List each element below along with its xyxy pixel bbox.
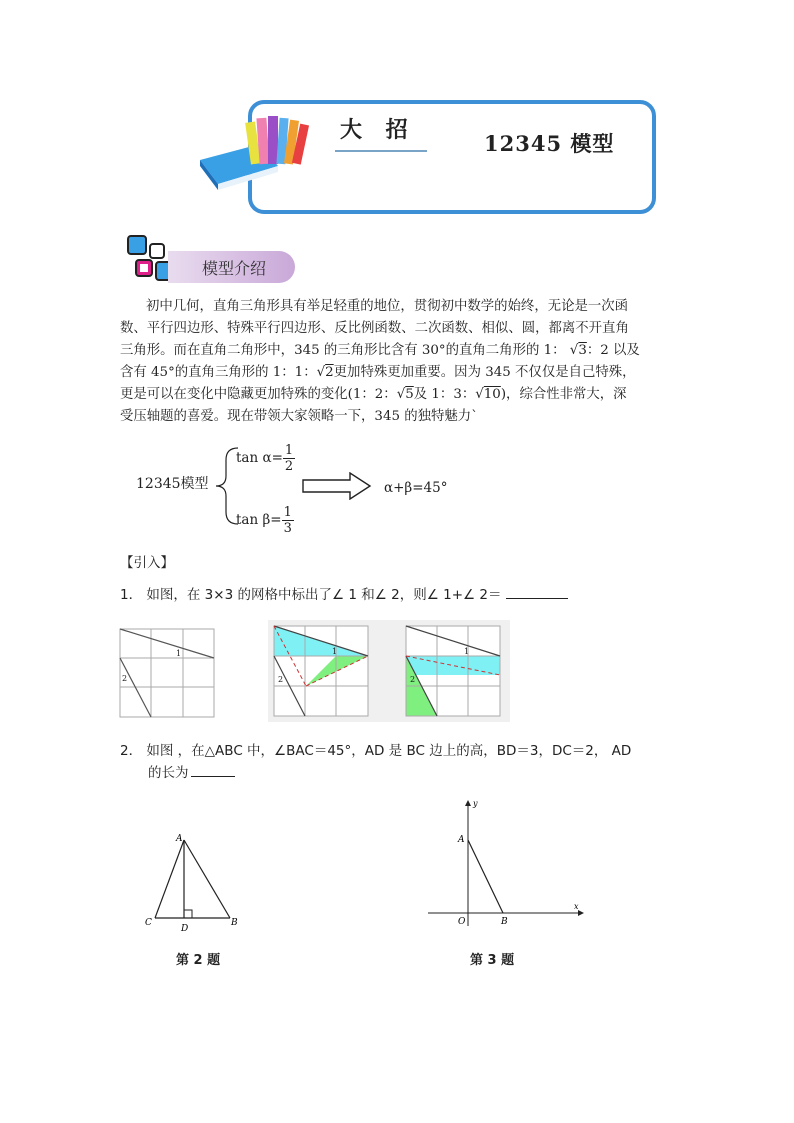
figure-3-caption: 第 3 题 [470,953,515,968]
grid-figure-plain [118,627,218,719]
svg-text:1: 1 [464,647,470,656]
banner-title: 大 招 [340,117,416,143]
question-1: 1． 如图，在 3×3 的网格中标出了∠ 1 和∠ 2，则∠ 1+∠ 2＝ [120,583,568,603]
axis-x-label: x [574,902,579,911]
books-icon [190,108,320,194]
answer-blank-2[interactable] [191,776,235,777]
point-D: D [181,924,189,934]
svg-text:2: 2 [278,675,284,684]
model-label: 12345模型 [136,476,209,492]
point-B: B [231,918,238,928]
question-2: 2． 如图 ，在△ABC 中，∠BAC＝45°，AD 是 BC 边上的高，BD＝3，DC＝2， AD 的长为 [120,743,632,781]
point-A: A [176,834,183,844]
model-result: α+β=45° [384,480,448,496]
figure-3-axes [422,796,588,932]
angle-2-label: 2 [122,674,128,683]
point-B-3: B [501,917,508,927]
banner-underline [335,150,427,152]
point-C: C [145,918,152,928]
svg-text:2: 2 [410,675,416,684]
svg-text:1: 1 [332,647,338,656]
banner-subtitle: 12345 模型 [484,131,615,156]
angle-1-label: 1 [176,649,182,658]
grid-figures-shaded [268,620,510,722]
axis-y-label: y [473,799,478,808]
origin-O: O [458,917,466,927]
figure-2-caption: 第 2 题 [176,953,221,968]
intro-paragraph: 初中几何，直角三角形具有举足轻重的地位，贯彻初中数学的始终，无论是一次函 数、平行四边形、特殊平行四边形、反比例函数、二次函数、相似、圆，都离不开直角 三角形。而在直角二角形中，345 的三角形比含有 30°的直角二角形的 1： √3：2 以及 含有 45°的直角三角形的 1：1：√2更加特殊更加重要。因为 345 不仅仅是自己特殊， 更是可以在变化中隐藏更加特殊的变化(1：2：√5及 1：3：√10)，综合性非常大，深 受压轴题的喜爱。现在带领大家领略一下，345 的独特魅力` [120,299,640,424]
tan-alpha: tan α= $\frac{1}{2}$ [236,443,294,474]
point-A-3: A [458,835,465,845]
section-label: 模型介绍 [202,259,267,278]
answer-blank-1[interactable] [506,598,568,599]
figure-2-triangle [140,830,250,938]
intro-heading: 【引入】 [120,555,174,571]
implies-arrow [302,472,372,500]
tan-beta: tan β= $\frac{1}{3}$ [236,505,292,536]
